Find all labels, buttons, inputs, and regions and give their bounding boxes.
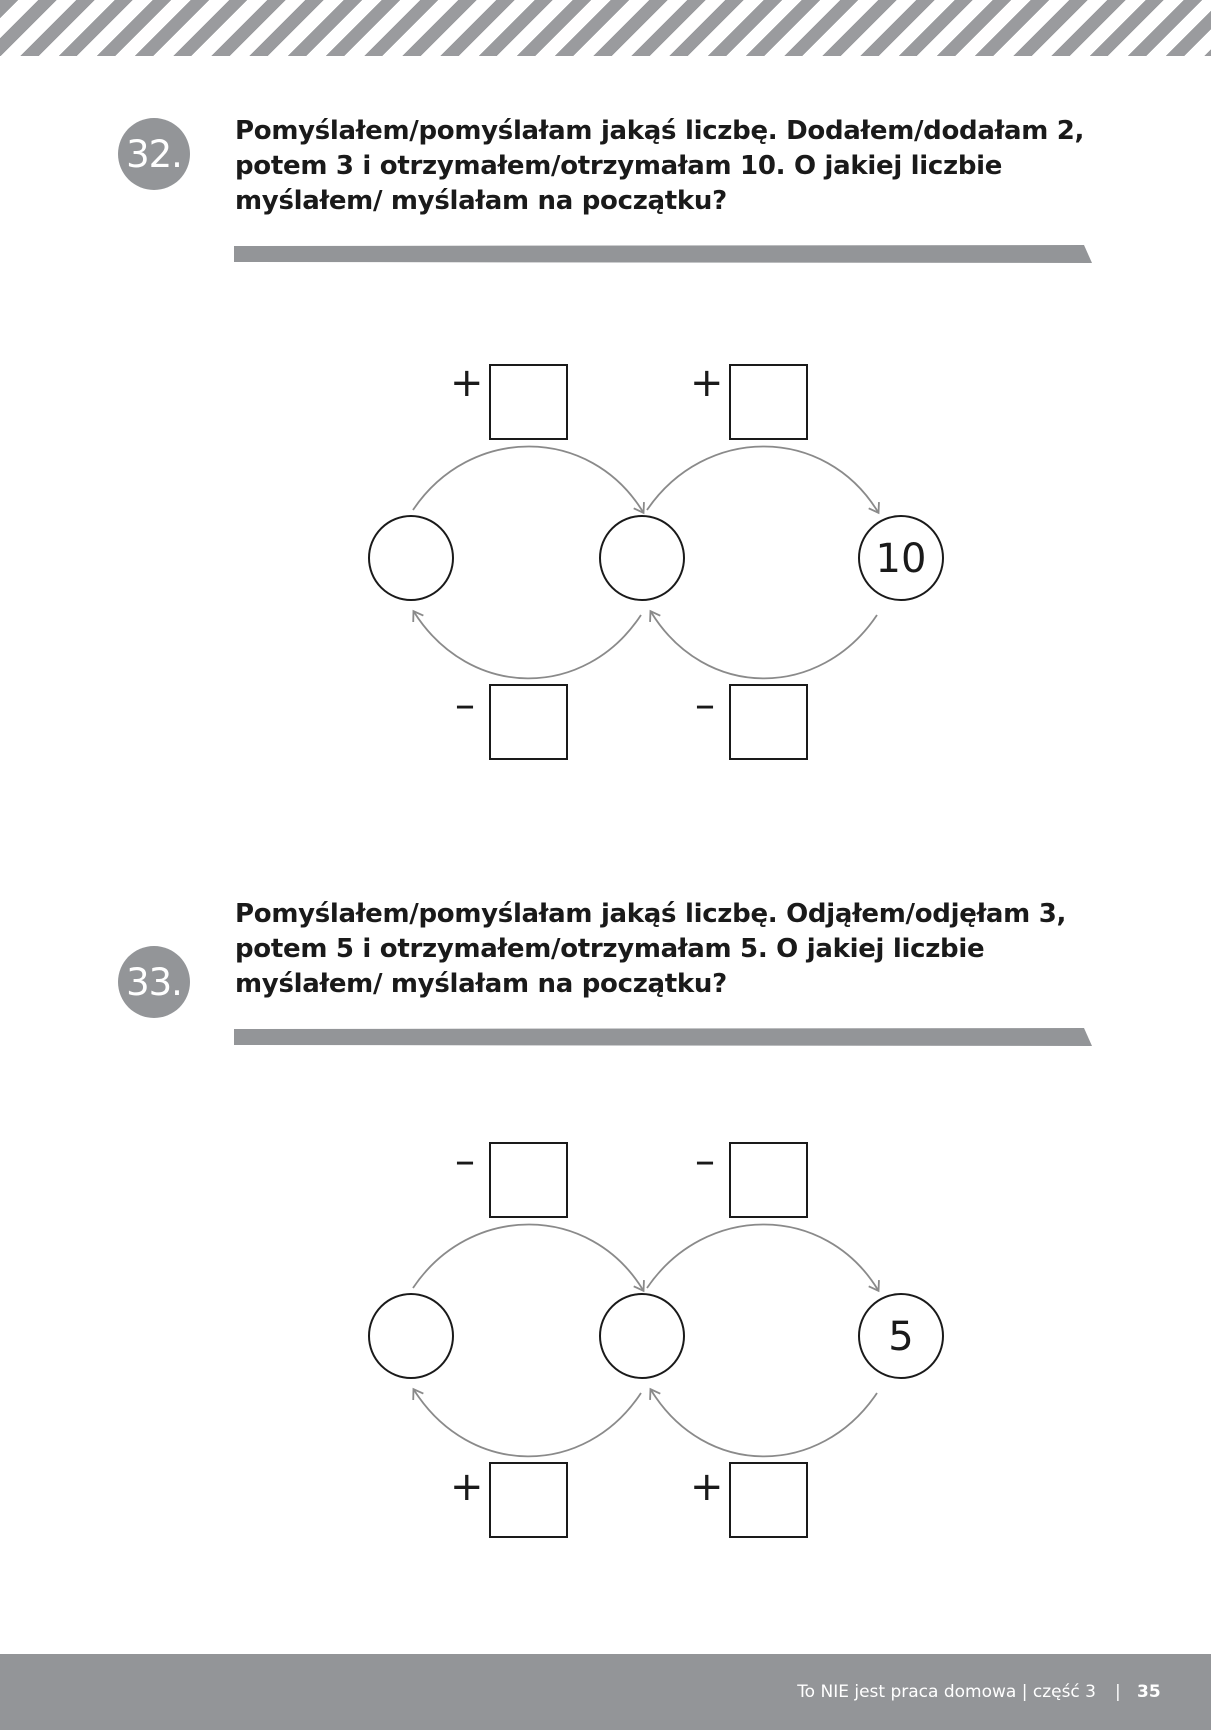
task-number-badge: 32. — [118, 118, 190, 190]
answer-box[interactable] — [490, 685, 567, 759]
number-circle[interactable] — [369, 1294, 453, 1378]
forward-arrow — [647, 446, 878, 512]
number-circle[interactable] — [369, 516, 453, 600]
footer-separator: | — [1115, 1682, 1121, 1702]
number-circle[interactable] — [600, 1294, 684, 1378]
operation-diagram — [0, 1118, 1211, 1538]
backward-arrow — [651, 1390, 877, 1456]
minus-sign: – — [695, 682, 715, 728]
plus-sign: + — [690, 360, 724, 406]
plus-sign: + — [450, 360, 484, 406]
page-number: 35 — [1137, 1682, 1161, 1702]
task-text: Pomyślałem/pomyślałam jakąś liczbę. Dodałem/dodałam 2, potem 3 i otrzymałem/otrzymałam 10. O jakiej liczbie myślałem/ myślałam na początku? — [235, 116, 1085, 216]
forward-arrow — [413, 1224, 643, 1290]
backward-arrow — [651, 612, 877, 678]
task-text: Pomyślałem/pomyślałam jakąś liczbę. Odjąłem/odjęłam 3, potem 5 i otrzymałem/otrzymałam 5. O jakiej liczbie myślałem/ myślałam na początku? — [235, 899, 1067, 999]
answer-box[interactable] — [730, 1463, 807, 1537]
task-underline — [234, 243, 1094, 265]
minus-sign: – — [695, 1138, 715, 1184]
operation-diagram — [0, 340, 1211, 760]
number-circle[interactable] — [600, 516, 684, 600]
header-stripes — [0, 0, 1211, 56]
backward-arrow — [414, 612, 641, 678]
minus-sign: – — [455, 682, 475, 728]
answer-box[interactable] — [490, 1143, 567, 1217]
task-underline — [234, 1026, 1094, 1048]
answer-box[interactable] — [490, 365, 567, 439]
answer-box[interactable] — [490, 1463, 567, 1537]
answer-box[interactable] — [730, 685, 807, 759]
plus-sign: + — [690, 1464, 724, 1510]
footer-title: To NIE jest praca domowa | część 3 — [797, 1682, 1096, 1702]
answer-box[interactable] — [730, 365, 807, 439]
page-footer — [0, 1654, 1211, 1730]
task-number-badge: 33. — [118, 946, 190, 1018]
forward-arrow — [413, 446, 643, 512]
plus-sign: + — [450, 1464, 484, 1510]
answer-box[interactable] — [730, 1143, 807, 1217]
result-value: 10 — [875, 536, 927, 582]
result-value: 5 — [888, 1314, 914, 1360]
minus-sign: – — [455, 1138, 475, 1184]
forward-arrow — [647, 1224, 878, 1290]
backward-arrow — [414, 1390, 641, 1456]
